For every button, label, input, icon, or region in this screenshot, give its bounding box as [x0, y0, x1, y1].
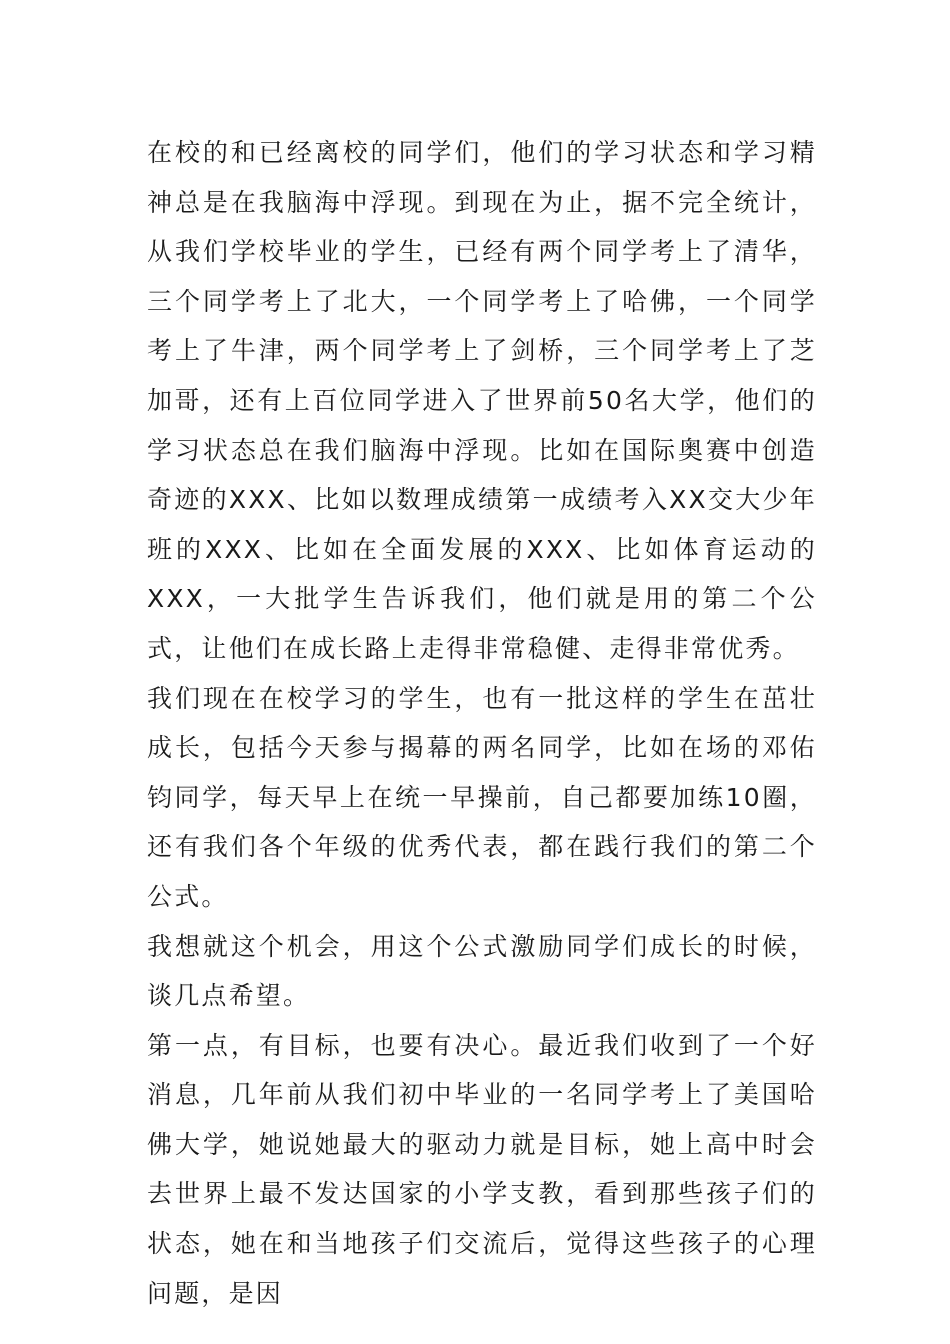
paragraph-3: 我想就这个机会，用这个公式激励同学们成长的时候，谈几点希望。: [147, 931, 817, 1011]
document-body: [147, 128, 817, 1318]
paragraph-2: 我们现在在校学习的学生，也有一批这样的学生在茁壮成长，包括今天参与揭幕的两名同学，比如在场的邓佑钧同学，每天早上在统一早操前，自己都要加练10圈，还有我们各个年级的优秀代表，都在践行我们的第二个公式。: [147, 683, 817, 911]
paragraph-1: 在校的和已经离校的同学们，他们的学习状态和学习精神总是在我脑海中浮现。到现在为止，据不完全统计，从我们学校毕业的学生，已经有两个同学考上了清华，三个同学考上了北大，一个同学考上了哈佛，一个同学考上了牛津，两个同学考上了剑桥，三个同学考上了芝加哥，还有上百位同学进入了世界前50名大学，他们的学习状态总在我们脑海中浮现。比如在国际奥赛中创造奇迹的XXX、比如以数理成绩第一成绩考入XX交大少年班的XXX、比如在全面发展的XXX、比如体育运动的XXX，一大批学生告诉我们，他们就是用的第二个公式，让他们在成长路上走得非常稳健、走得非常优秀。: [147, 138, 817, 663]
paragraph-4: 第一点，有目标，也要有决心。最近我们收到了一个好消息，几年前从我们初中毕业的一名同学考上了美国哈佛大学，她说她最大的驱动力就是目标，她上高中时会去世界上最不发达国家的小学支教，看到那些孩子们的状态，她在和当地孩子们交流后，觉得这些孩子的心理问题，是因: [147, 1030, 817, 1308]
